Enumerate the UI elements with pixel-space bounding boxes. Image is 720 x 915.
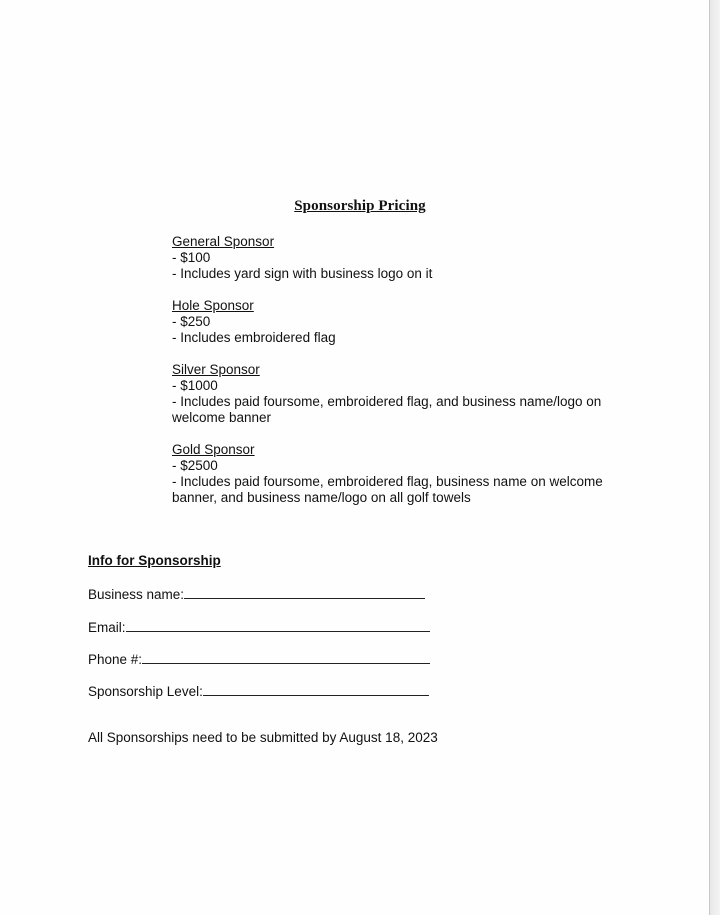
tier-name: General Sponsor: [172, 234, 275, 249]
tier-hole: [172, 298, 632, 346]
page-edge: [710, 0, 720, 915]
sponsorship-level-field: [88, 682, 429, 699]
field-label: Phone #:: [88, 652, 143, 667]
tier-includes: - Includes paid foursome, embroidered flag, and business name/logo on: [172, 394, 602, 409]
sponsorship-level-blank[interactable]: [203, 682, 429, 696]
tier-price: - $100: [172, 250, 211, 265]
tier-price: - $2500: [172, 458, 218, 473]
tier-includes-continued: banner, and business name/logo on all golf towels: [172, 490, 471, 505]
tier-name: Hole Sponsor: [172, 298, 254, 313]
tier-name: Silver Sponsor: [172, 362, 260, 377]
tier-silver: [172, 362, 632, 426]
sponsorship-tier-list: [172, 234, 632, 522]
field-label: Business name:: [88, 587, 185, 602]
field-label: Email:: [88, 620, 126, 635]
field-label: Sponsorship Level:: [88, 684, 203, 699]
business-name-field: [88, 585, 425, 602]
tier-name: Gold Sponsor: [172, 442, 255, 457]
info-section-title: Info for Sponsorship: [88, 553, 221, 568]
deadline-note: All Sponsorships need to be submitted by August 18, 2023: [88, 730, 438, 745]
document-title: Sponsorship Pricing: [294, 198, 426, 214]
tier-general: [172, 234, 632, 282]
phone-field: [88, 650, 430, 667]
phone-blank[interactable]: [142, 650, 430, 664]
tier-gold: [172, 442, 632, 506]
tier-includes: - Includes embroidered flag: [172, 330, 336, 345]
email-field: [88, 618, 430, 635]
email-blank[interactable]: [126, 618, 430, 632]
tier-includes: - Includes yard sign with business logo on it: [172, 266, 433, 281]
tier-includes-continued: welcome banner: [172, 410, 272, 425]
tier-price: - $1000: [172, 378, 218, 393]
tier-includes: - Includes paid foursome, embroidered flag, business name on welcome: [172, 474, 603, 489]
business-name-blank[interactable]: [184, 585, 425, 599]
tier-price: - $250: [172, 314, 211, 329]
